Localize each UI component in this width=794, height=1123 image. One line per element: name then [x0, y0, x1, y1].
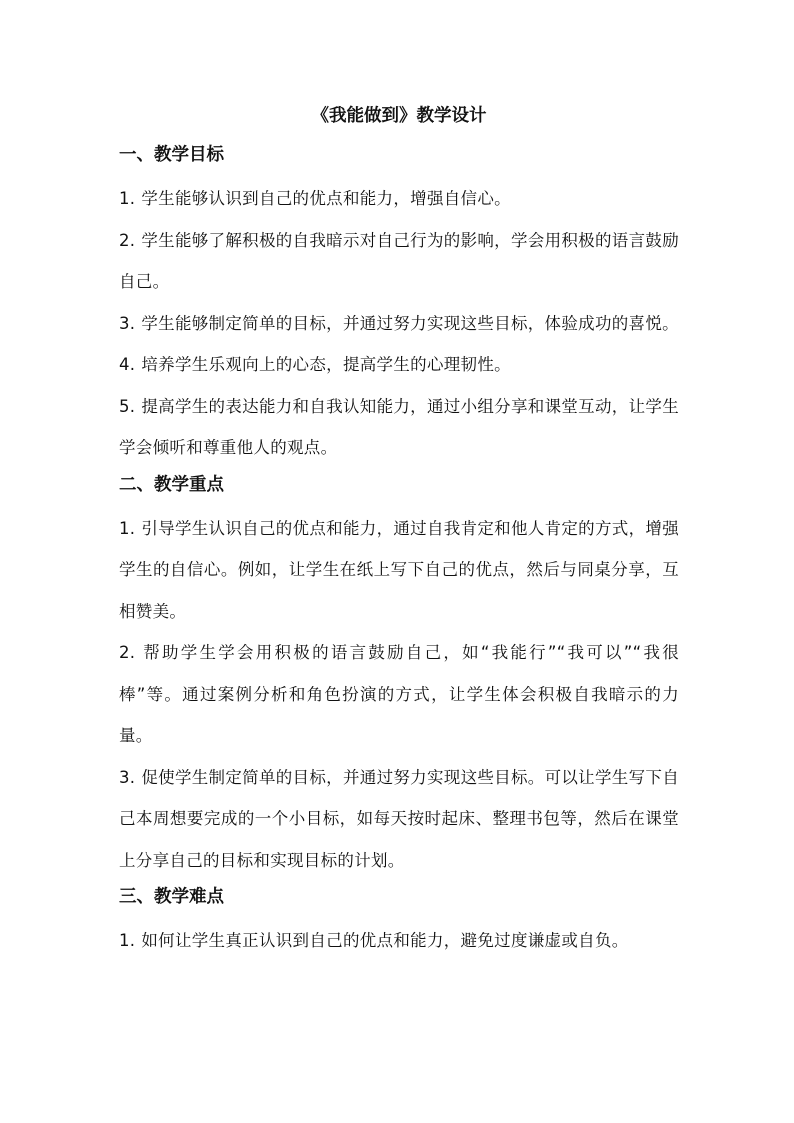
- item-number: 1.: [119, 189, 136, 208]
- document-body: [119, 100, 679, 962]
- item-text: 学生能够认识到自己的优点和能力，增强自信心。: [141, 189, 511, 208]
- item-number: 1.: [119, 931, 136, 950]
- item-number: 1.: [119, 518, 136, 538]
- item-text: 学生能够制定简单的目标，并通过努力实现这些目标，体验成功的喜悦。: [141, 313, 679, 333]
- item-number: 5.: [119, 396, 136, 416]
- list-item: [119, 178, 679, 220]
- list-item: [119, 632, 679, 757]
- list-item: [119, 508, 679, 633]
- item-number: 4.: [119, 355, 136, 374]
- item-text: 促使学生制定简单的目标，并通过努力实现这些目标。可以让学生写下自己本周想要完成的一个小目标，如每天按时起床、整理书包等，然后在课堂上分享自己的目标和实现目标的计划。: [119, 767, 679, 870]
- item-number: 2.: [119, 643, 136, 662]
- item-number: 3.: [119, 313, 136, 333]
- section-heading: 一、教学目标: [119, 145, 224, 165]
- item-number: 2.: [119, 230, 136, 250]
- item-text: 如何让学生真正认识到自己的优点和能力，避免过度谦虚或自负。: [141, 931, 629, 950]
- list-item: [119, 386, 679, 469]
- section-teaching-focus: [119, 469, 679, 882]
- list-item: [119, 220, 679, 303]
- list-item: [119, 303, 679, 345]
- section-teaching-difficulties: [119, 881, 679, 962]
- item-text: 提高学生的表达能力和自我认知能力，通过小组分享和课堂互动，让学生学会倾听和尊重他人的观点。: [119, 396, 679, 457]
- item-number: 3.: [119, 767, 136, 787]
- section-teaching-goals: [119, 139, 679, 469]
- item-text: 培养学生乐观向上的心态，提高学生的心理韧性。: [141, 355, 511, 374]
- item-text: 帮助学生学会用积极的语言鼓励自己，如“我能行”“我可以”“我很棒”等。通过案例分析和角色扮演的方式，让学生体会积极自我暗示的力量。: [119, 643, 679, 745]
- list-item: [119, 757, 679, 882]
- section-heading: 二、教学重点: [119, 474, 224, 495]
- item-text: 学生能够了解积极的自我暗示对自己行为的影响，学会用积极的语言鼓励自己。: [119, 230, 679, 291]
- document-title: 《我能做到》教学设计: [311, 106, 487, 126]
- section-heading: 三、教学难点: [119, 887, 224, 907]
- list-item: [119, 344, 679, 386]
- list-item: [119, 920, 679, 962]
- item-text: 引导学生认识自己的优点和能力，通过自我肯定和他人肯定的方式，增强学生的自信心。例如，让学生在纸上写下自己的优点，然后与同桌分享，互相赞美。: [119, 518, 679, 621]
